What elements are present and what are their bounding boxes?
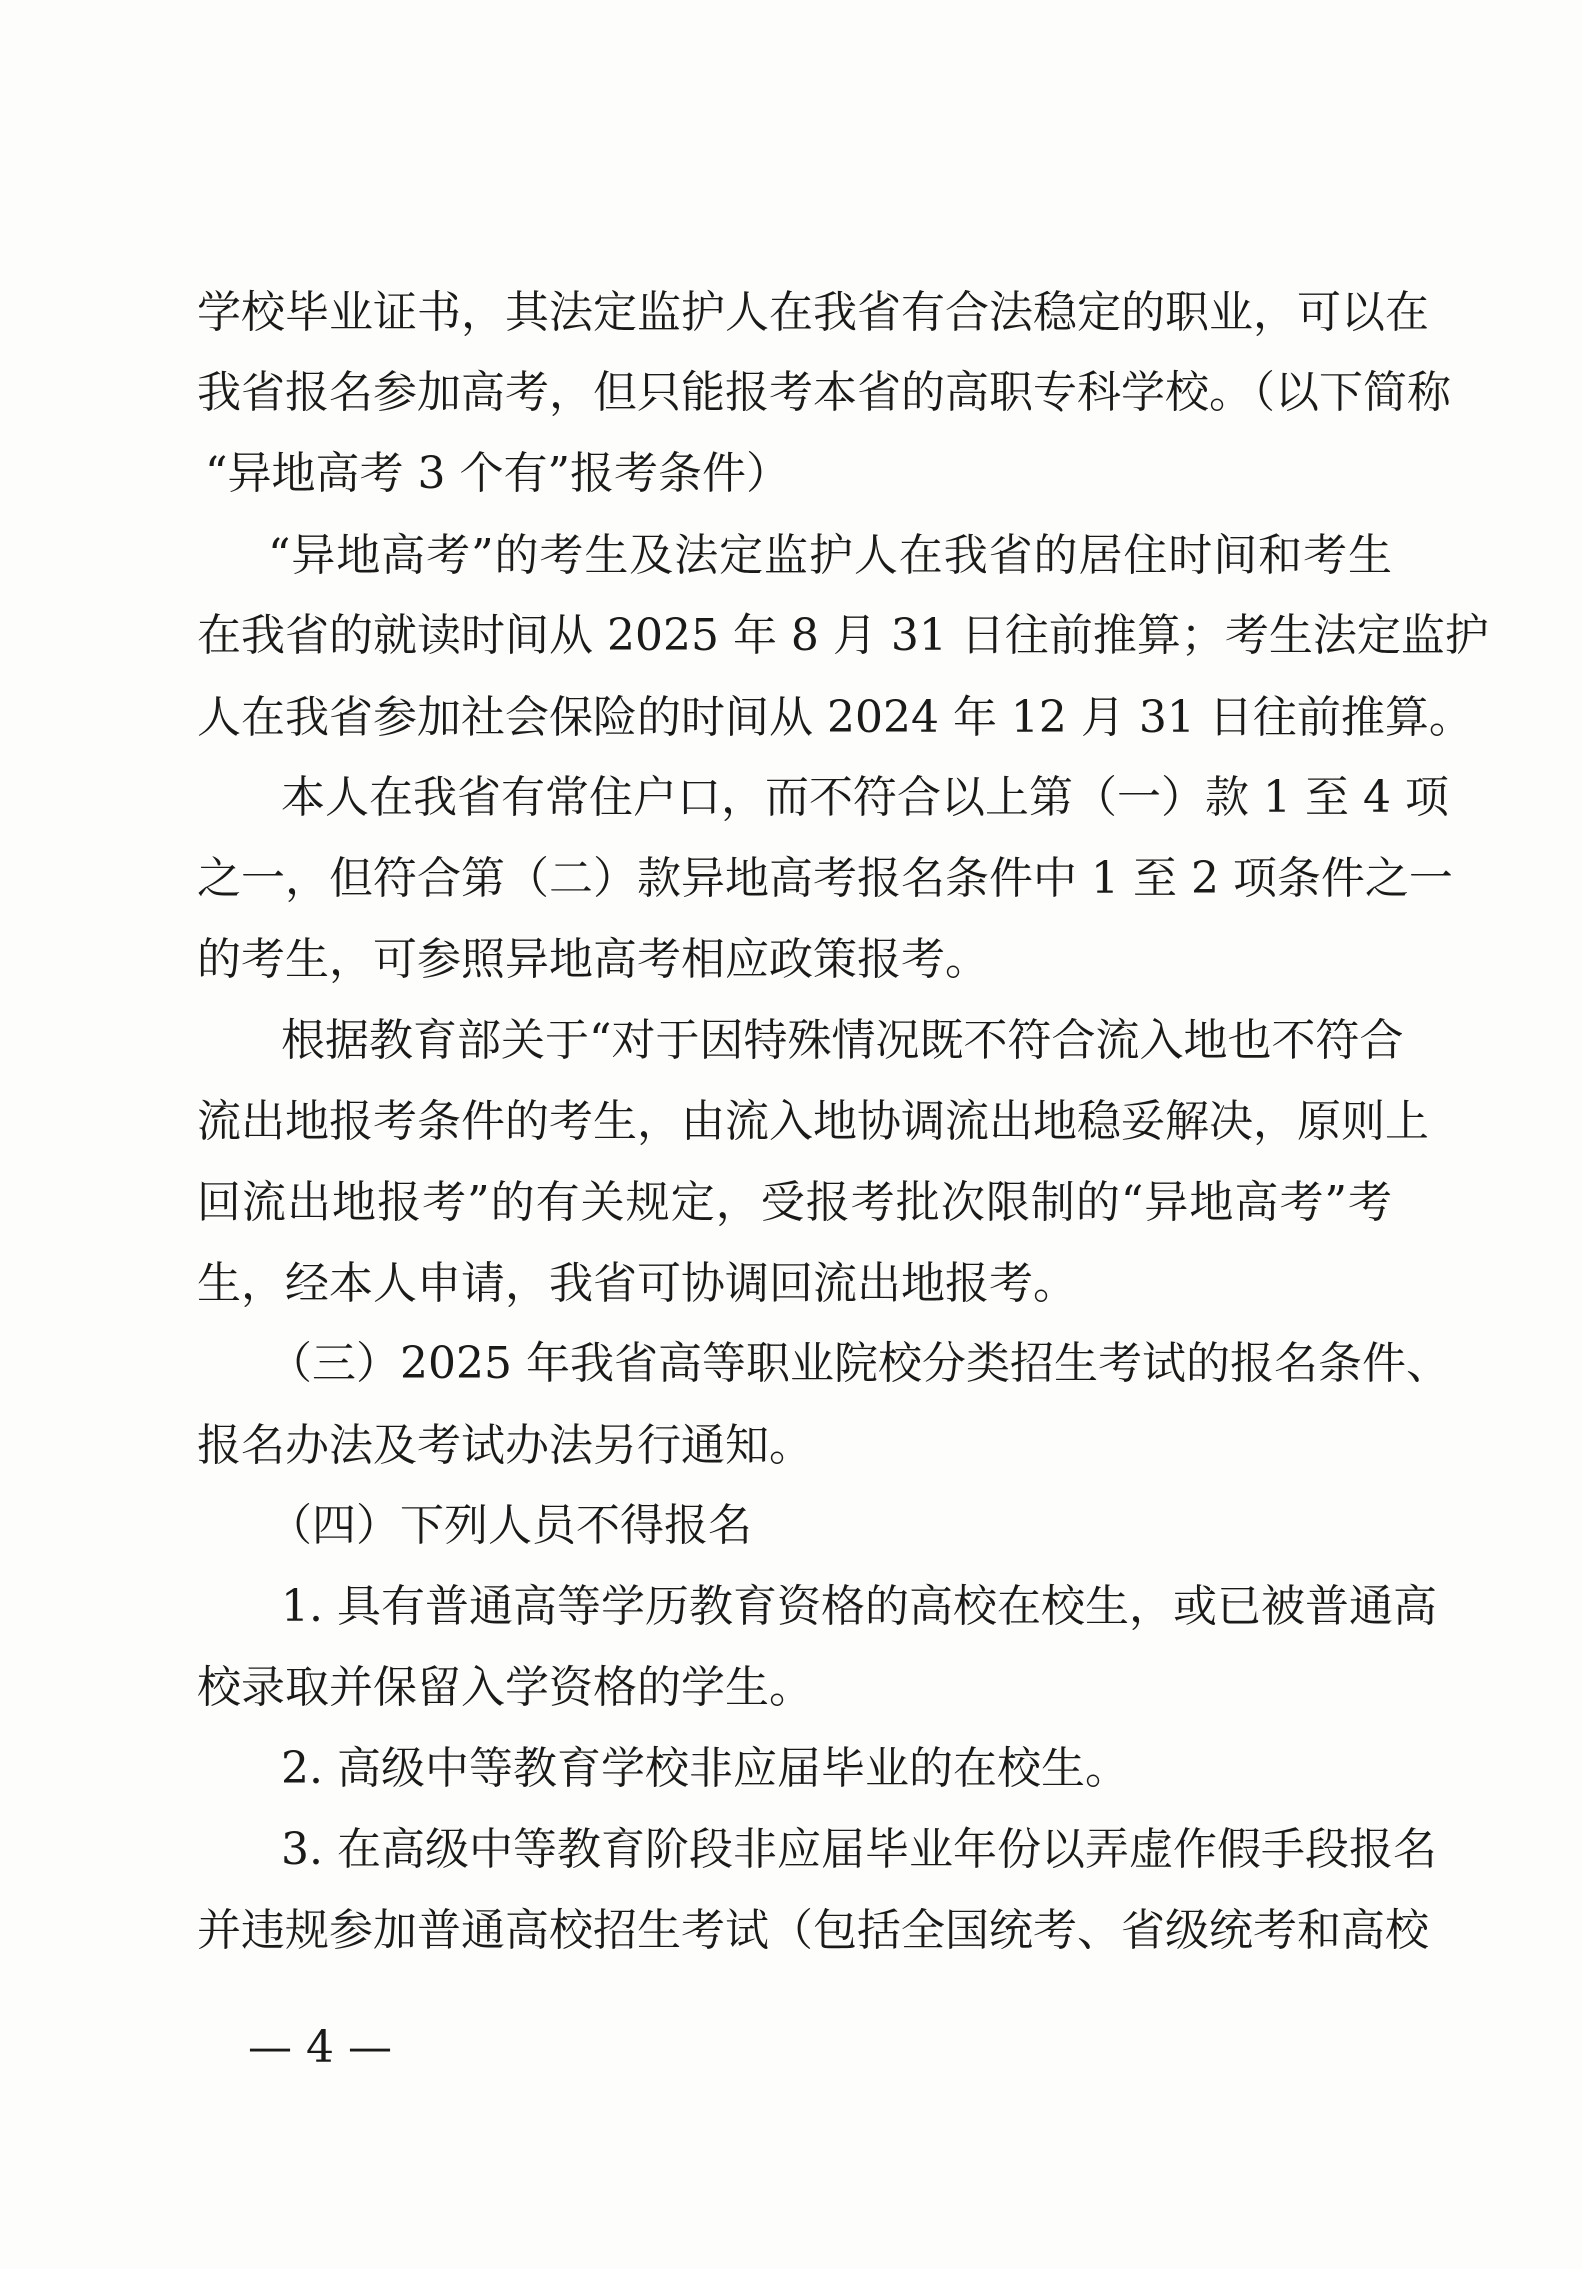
text-line: 校录取并保留入学资格的学生。 (197, 1662, 813, 1713)
text-line: 根据教育部关于“对于因特殊情况既不符合流入地也不符合 (281, 1015, 1404, 1066)
section-heading: （四）下列人员不得报名 (268, 1500, 752, 1551)
text-line: 的考生，可参照异地高考相应政策报考。 (197, 934, 989, 985)
text-line: 并违规参加普通高校招生考试（包括全国统考、省级统考和高校 (197, 1905, 1429, 1956)
text-line: 我省报名参加高考，但只能报考本省的高职专科学校。（以下简称 (197, 367, 1451, 418)
list-item: 3. 在高级中等教育阶段非应届毕业年份以弄虚作假手段报名 (281, 1824, 1437, 1875)
text-line: 生，经本人申请，我省可协调回流出地报考。 (197, 1258, 1077, 1309)
list-item: 1. 具有普通高等学历教育资格的高校在校生，或已被普通高 (281, 1581, 1437, 1632)
text-line: 本人在我省有常住户口，而不符合以上第（一）款 1 至 4 项 (281, 772, 1449, 823)
text-line: 流出地报考条件的考生，由流入地协调流出地稳妥解决，原则上 (197, 1096, 1429, 1147)
text-line: “异地高考”的考生及法定监护人在我省的居住时间和考生 (268, 530, 1392, 581)
text-line: 人在我省参加社会保险的时间从 2024 年 12 月 31 日往前推算。 (197, 692, 1473, 743)
text-line: “异地高考 3 个有”报考条件） (205, 448, 790, 499)
page-number: — 4 — (248, 2022, 392, 2073)
list-item: 2. 高级中等教育学校非应届毕业的在校生。 (281, 1743, 1129, 1794)
text-line: 报名办法及考试办法另行通知。 (197, 1420, 813, 1471)
text-line: 之一，但符合第（二）款异地高考报名条件中 1 至 2 项条件之一 (197, 853, 1453, 904)
text-line: 在我省的就读时间从 2025 年 8 月 31 日往前推算；考生法定监护 (197, 610, 1489, 661)
text-line: 回流出地报考”的有关规定，受报考批次限制的“异地高考”考 (197, 1177, 1392, 1228)
section-heading: （三）2025 年我省高等职业院校分类招生考试的报名条件、 (268, 1338, 1450, 1389)
text-line: 学校毕业证书，其法定监护人在我省有合法稳定的职业，可以在 (197, 287, 1429, 338)
